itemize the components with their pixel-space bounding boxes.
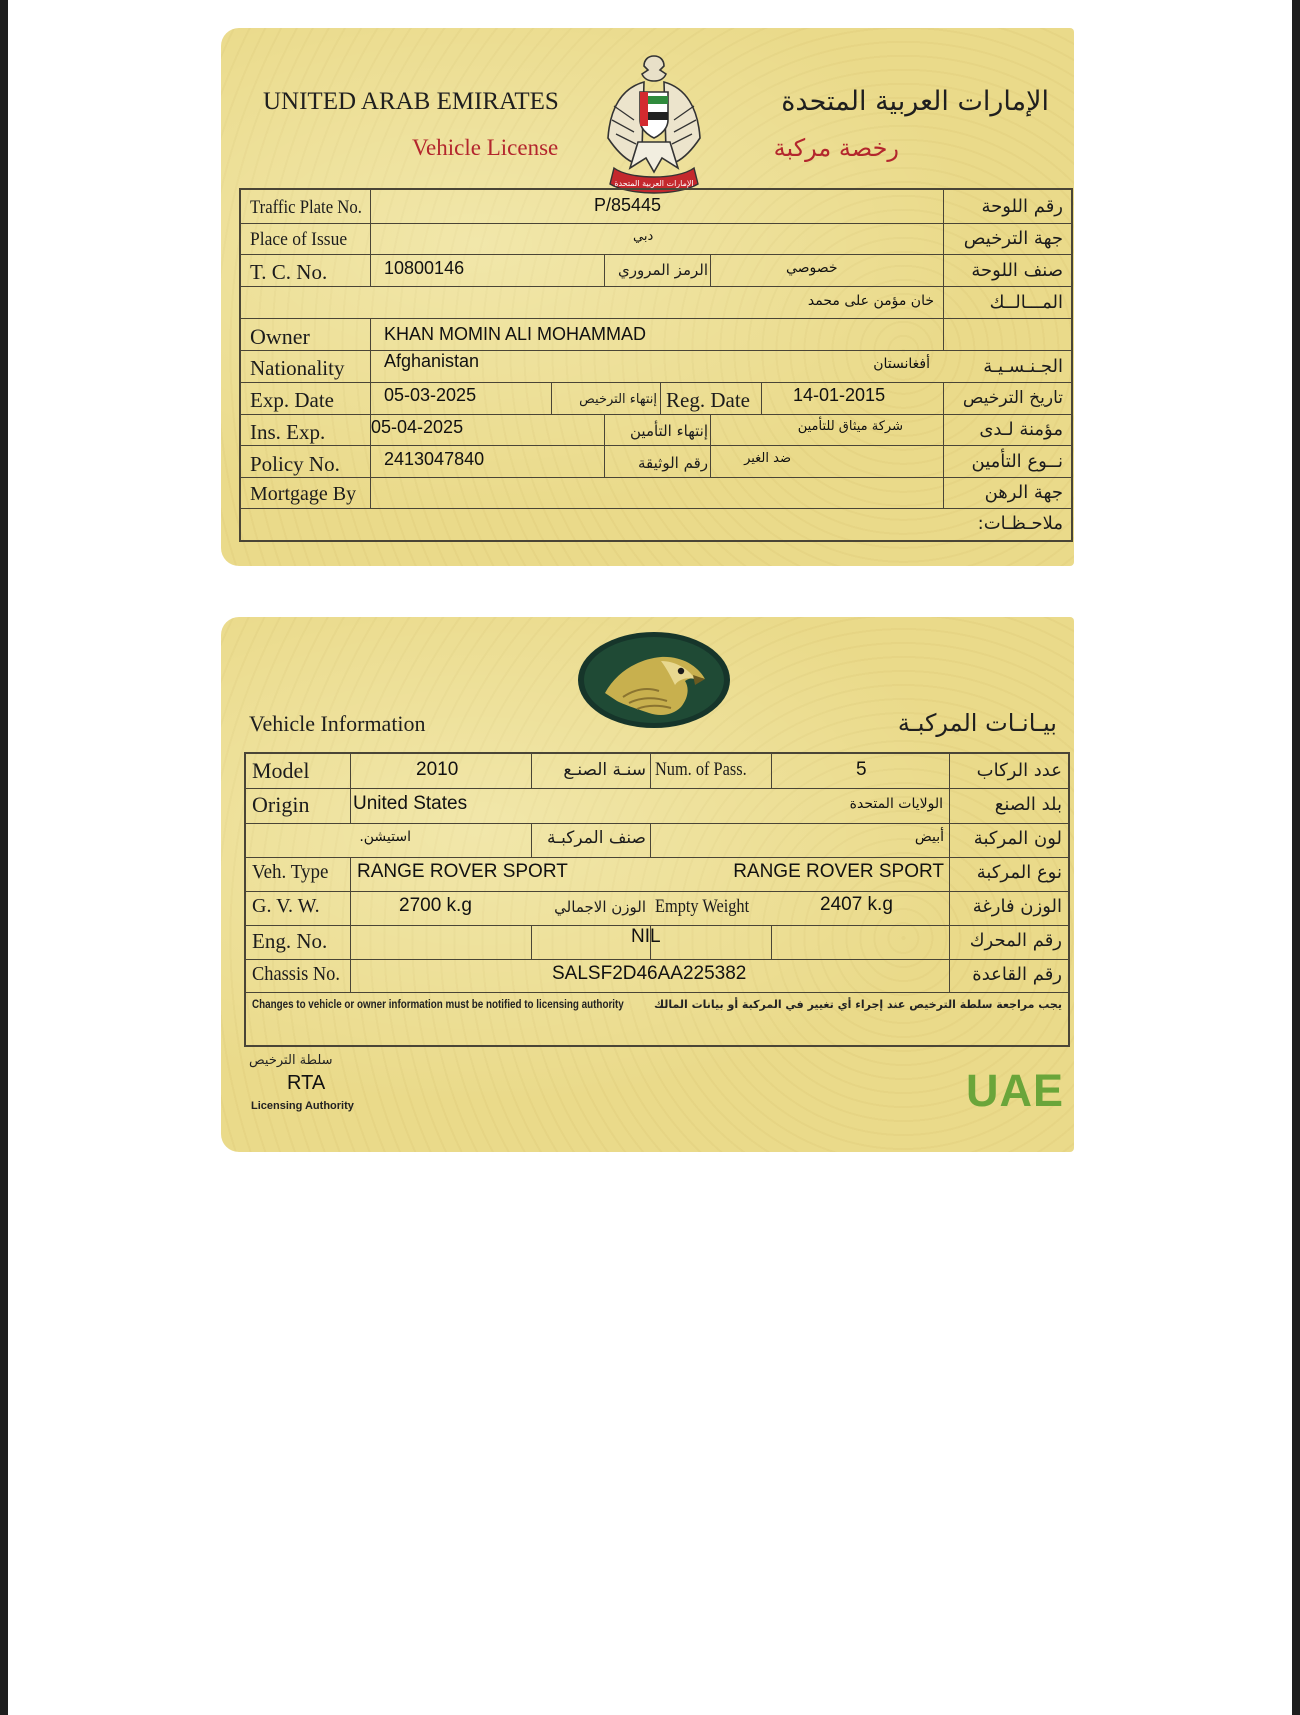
uae-mark: UAE: [965, 1065, 1064, 1116]
vehicle-info-title-ar: بيـانـات المركبـة: [897, 709, 1057, 737]
label-passengers-ar: عدد الركاب: [976, 760, 1062, 781]
label-exp-date: Exp. Date: [250, 388, 334, 412]
label-empty-weight: Empty Weight: [655, 896, 750, 917]
label-place-of-issue: Place of Issue: [250, 229, 348, 250]
document-title-en: Vehicle License: [412, 135, 559, 160]
label-plate-class-ar: صنف اللوحة: [971, 260, 1063, 281]
uae-falcon-emblem-icon: [604, 46, 704, 198]
label-policy-no-ar: رقم الوثيقة: [638, 454, 708, 472]
notice-text-ar: يجب مراجعة سلطة الترخيص عند إجراء أي تغيير في المركبة أو بيانات المالك: [653, 998, 1062, 1011]
label-vehicle-type-ar: نوع المركبة: [976, 862, 1062, 883]
value-nationality-en: Afghanistan: [384, 351, 480, 371]
license-details-table: [239, 188, 1073, 542]
value-engine-no: NIL: [631, 926, 661, 947]
label-insurer-ar: مؤمنة لـدى: [979, 419, 1063, 440]
label-chassis-no-ar: رقم القاعدة: [972, 964, 1062, 985]
label-plate-no-ar: رقم اللوحة: [981, 196, 1063, 217]
label-reg-date: Reg. Date: [666, 388, 750, 412]
notice-text-en: Changes to vehicle or owner information must be notified to licensing authority: [252, 997, 624, 1011]
label-model: Model: [252, 758, 310, 783]
label-mortgage-by: Mortgage By: [250, 483, 357, 505]
value-vehicle-type-ar: RANGE ROVER SPORT: [733, 861, 944, 882]
label-ins-exp: Ins. Exp.: [250, 420, 326, 444]
value-empty-weight: 2407 k.g: [820, 894, 893, 915]
right-frame-edge: [1292, 0, 1300, 1715]
vehicle-license-card-back: [221, 617, 1074, 1152]
label-origin: Origin: [252, 792, 310, 817]
value-place-of-issue: دبي: [633, 229, 654, 244]
label-vehicle-class-ar: صنف المركبـة: [547, 828, 646, 848]
label-owner-ar: المـــالــك: [989, 292, 1063, 313]
value-num-of-passengers: 5: [856, 759, 867, 780]
label-owner: Owner: [250, 324, 310, 349]
value-vehicle-type-en: RANGE ROVER SPORT: [357, 861, 568, 882]
label-vehicle-type: Veh. Type: [252, 861, 329, 883]
label-insurance-expiry-ar: إنتهاء التأمين: [630, 422, 708, 440]
label-origin-ar: بلد الصنع: [994, 794, 1062, 815]
label-model-year-ar: سنـة الصنـع: [563, 760, 646, 780]
label-gross-weight-ar: الوزن الاجمالي: [554, 898, 646, 916]
label-reg-date-ar: تاريخ الترخيص: [962, 388, 1063, 408]
value-tc-no: 10800146: [384, 258, 465, 278]
label-traffic-code-ar: الرمز المروري: [617, 261, 708, 279]
vehicle-license-card-front: [221, 28, 1074, 566]
value-ins-exp: 05-04-2025: [371, 417, 464, 437]
value-origin-ar: الولايات المتحدة: [849, 796, 943, 812]
value-nationality-ar: أفغانستان: [873, 356, 930, 372]
value-insurer: شركة ميثاق للتأمين: [797, 419, 903, 434]
label-engine-no-ar: رقم المحرك: [969, 930, 1062, 951]
value-model: 2010: [416, 759, 459, 780]
value-gvw: 2700 k.g: [399, 895, 472, 916]
label-empty-weight-ar: الوزن فارغة: [972, 896, 1062, 917]
label-traffic-plate-no: Traffic Plate No.: [250, 197, 362, 218]
vehicle-info-title-en: Vehicle Information: [249, 711, 426, 736]
vehicle-details-table: [244, 752, 1070, 1047]
label-num-of-passengers: Num. of Pass.: [655, 759, 747, 780]
svg-text:الإمارات العربية المتحدة: الإمارات العربية المتحدة: [614, 179, 694, 188]
label-tc-no: T. C. No.: [250, 260, 328, 284]
value-policy-no: 2413047840: [384, 449, 485, 469]
label-nationality-ar: الجـنـسـيـة: [983, 356, 1063, 377]
falcon-hologram-icon: [577, 631, 731, 729]
value-owner-en: KHAN MOMIN ALI MOHAMMAD: [384, 324, 647, 344]
value-insurance-type: ضد الغير: [744, 451, 791, 466]
label-insurance-type-ar: نــوع التأمين: [971, 451, 1063, 472]
value-reg-date: 14-01-2015: [793, 385, 886, 405]
country-name-en: UNITED ARAB EMIRATES: [263, 88, 559, 115]
authority-name: RTA: [287, 1072, 326, 1094]
label-engine-no: Eng. No.: [252, 929, 328, 953]
label-policy-no: Policy No.: [250, 452, 340, 476]
label-color-ar: لون المركبة: [973, 828, 1062, 849]
label-chassis-no: Chassis No.: [252, 963, 340, 985]
label-place-of-issue-ar: جهة الترخيص: [963, 228, 1063, 249]
value-chassis-no: SALSF2D46AA225382: [552, 963, 747, 984]
label-notes-ar: ملاحـظـات:: [977, 513, 1063, 534]
authority-label-en: Licensing Authority: [251, 1100, 354, 1112]
value-owner-ar: خان مؤمن على محمد: [807, 293, 934, 309]
value-origin-en: United States: [353, 793, 468, 814]
value-exp-date: 05-03-2025: [384, 385, 477, 405]
left-frame-edge: [0, 0, 8, 1715]
value-plate-class: خصوصي: [786, 260, 838, 276]
label-license-expiry-ar: إنتهاء الترخيص: [579, 392, 657, 407]
country-name-ar: الإمارات العربية المتحدة: [781, 86, 1049, 117]
value-traffic-plate-no: P/85445: [594, 195, 662, 215]
document-title-ar: رخصة مركبة: [773, 134, 899, 162]
authority-label-ar: سلطة الترخيص: [249, 1053, 333, 1068]
label-nationality: Nationality: [250, 356, 345, 380]
value-color: أبيض: [914, 829, 944, 845]
label-gvw: G. V. W.: [252, 895, 320, 917]
label-mortgage-ar: جهة الرهن: [984, 482, 1063, 503]
value-vehicle-class: استيشن.: [359, 829, 411, 845]
